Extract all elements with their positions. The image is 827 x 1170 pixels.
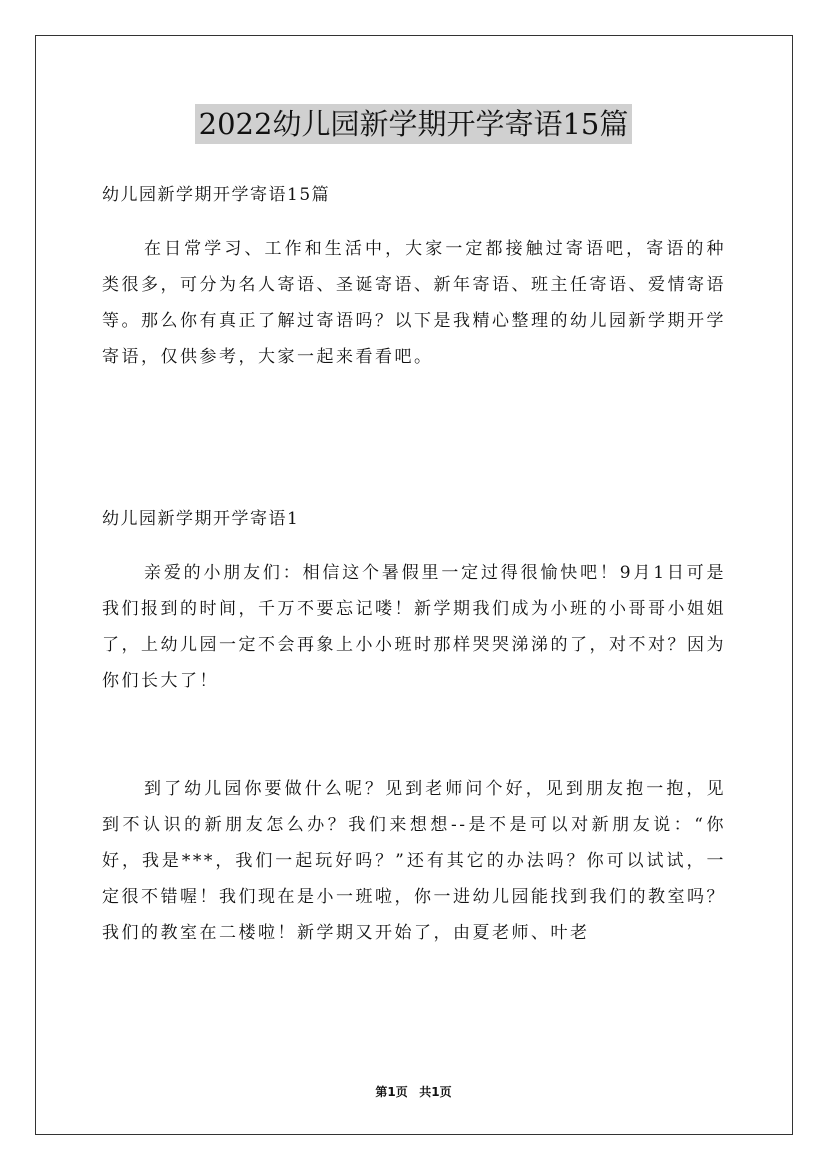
section-heading: 幼儿园新学期开学寄语1 xyxy=(102,509,300,529)
body-paragraph-1: 亲爱的小朋友们：相信这个暑假里一定过得很愉快吧！9月1日可是我们报到的时间，千万不要忘记喽！新学期我们成为小班的小哥哥小姐姐了，上幼儿园一定不会再象上小小班时那样哭哭涕涕的了，对不对？因为你们长大了！ xyxy=(102,563,726,691)
intro-paragraph: 在日常学习、工作和生活中，大家一定都接触过寄语吧，寄语的种类很多，可分为名人寄语、圣诞寄语、新年寄语、班主任寄语、爱情寄语等。那么你有真正了解过寄语吗？以下是我精心整理的幼儿园新学期开学寄语，仅供参考，大家一起来看看吧。 xyxy=(102,239,726,367)
page-number: 第1页 xyxy=(375,1085,408,1099)
document-subtitle: 幼儿园新学期开学寄语15篇 xyxy=(102,185,331,205)
document-title: 2022幼儿园新学期开学寄语15篇 xyxy=(195,104,633,144)
body-paragraph-2: 到了幼儿园你要做什么呢？见到老师问个好，见到朋友抱一抱，见到不认识的新朋友怎么办？我们来想想--是不是可以对新朋友说：“你好，我是***，我们一起玩好吗？”还有其它的办法吗？你可以试试，一定很不错喔！我们现在是小一班啦，你一进幼儿园能找到我们的教室吗？我们的教室在二楼啦！新学期又开始了，由夏老师、叶老 xyxy=(102,779,726,943)
page-footer xyxy=(0,1084,827,1100)
title-container xyxy=(0,104,827,144)
page-total: 共1页 xyxy=(419,1085,452,1099)
